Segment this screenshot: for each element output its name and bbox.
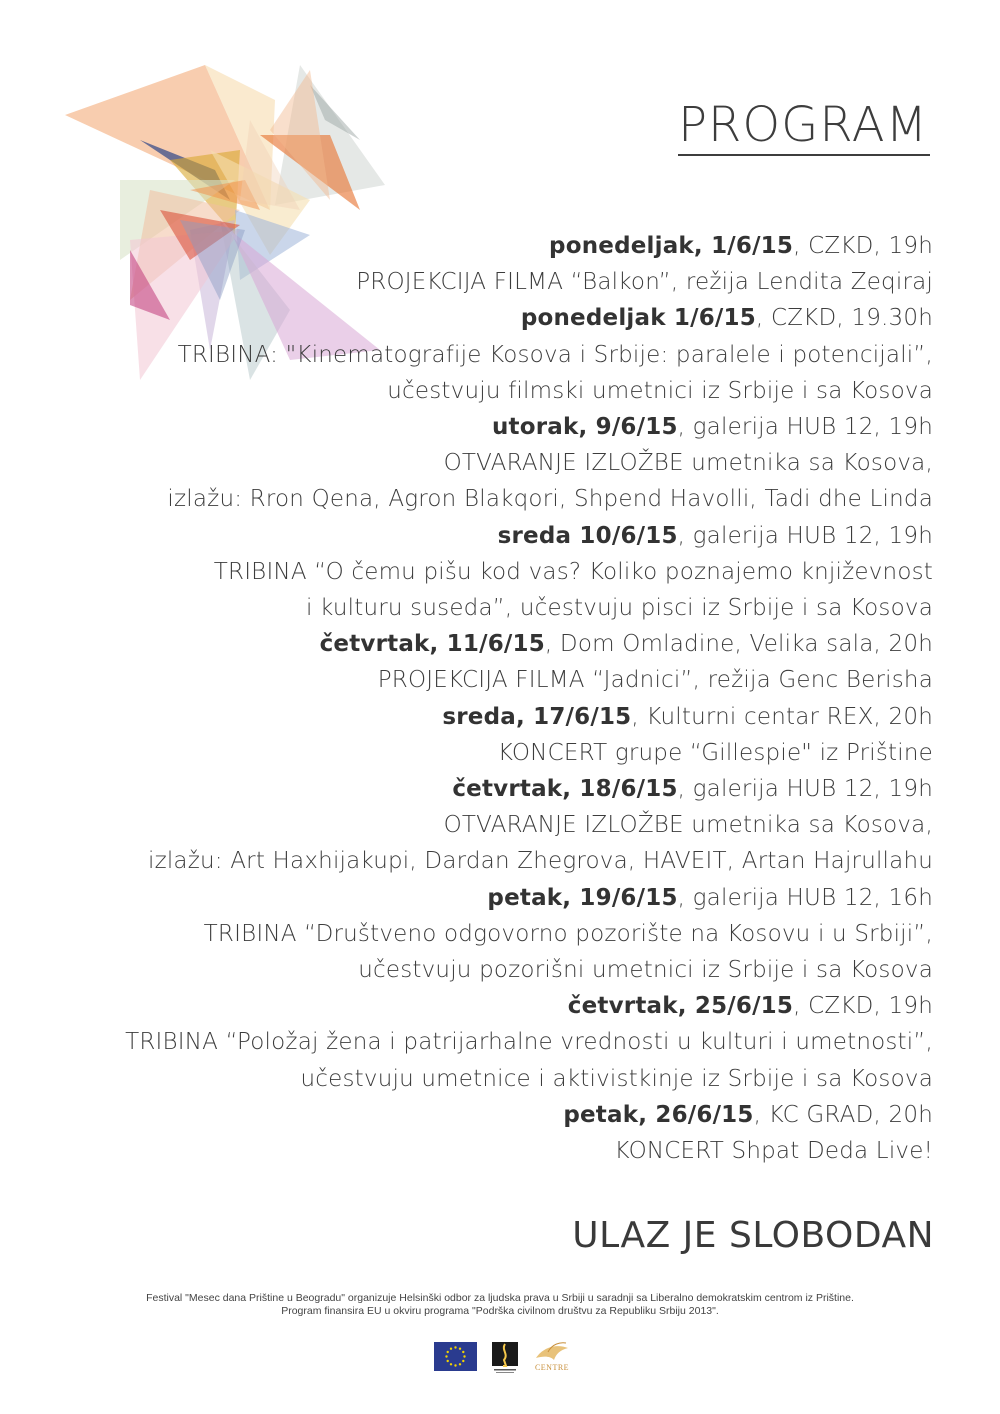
event-date: ponedeljak, 1/6/15 bbox=[549, 233, 794, 259]
liberal-centre-label: CENTRE bbox=[534, 1363, 570, 1372]
eu-star-icon bbox=[459, 1348, 461, 1350]
program-list bbox=[33, 228, 933, 1169]
liberal-democratic-centre-logo bbox=[528, 1340, 576, 1376]
event-venue: , Kulturni centar REX, 20h bbox=[631, 703, 933, 730]
eu-star-icon bbox=[454, 1346, 456, 1348]
eu-flag-logo bbox=[434, 1342, 477, 1371]
event-description: učestvuju filmski umetnici iz Srbije i sa Kosova bbox=[387, 377, 933, 404]
event-venue: , CZKD, 19h bbox=[793, 233, 933, 259]
event-date: utorak, 9/6/15 bbox=[491, 414, 678, 441]
eu-star-icon bbox=[450, 1348, 452, 1350]
event-description: OTVARANJE IZLOŽBE umetnika sa Kosova, bbox=[443, 812, 933, 839]
event-date-line bbox=[33, 518, 933, 554]
eu-star-icon bbox=[459, 1363, 461, 1365]
footer-credits bbox=[0, 1292, 1000, 1318]
event-description: KONCERT grupe “Gillespie" iz Prištine bbox=[497, 739, 933, 766]
eu-star-icon bbox=[445, 1355, 447, 1357]
event-date-line bbox=[33, 771, 933, 807]
eu-star-icon bbox=[463, 1355, 465, 1357]
event-venue: , galerija HUB 12, 19h bbox=[677, 522, 933, 549]
helsinki-committee-logo bbox=[490, 1340, 520, 1374]
event-venue: , KC GRAD, 20h bbox=[753, 1101, 933, 1128]
event-description: TRIBINA “O čemu pišu kod vas? Koliko poznajemo književnost bbox=[213, 558, 933, 585]
event-venue: , CZKD, 19h bbox=[793, 993, 933, 1020]
event-venue: , Dom Omladine, Velika sala, 20h bbox=[544, 631, 933, 658]
event-description: PROJEKCIJA FILMA “Balkon”, režija Lendita Zeqiraj bbox=[356, 269, 933, 296]
event-description: OTVARANJE IZLOŽBE umetnika sa Kosova, bbox=[443, 450, 933, 477]
event-date: četvrtak, 25/6/15 bbox=[567, 993, 794, 1020]
event-date: ponedeljak 1/6/15 bbox=[520, 305, 756, 332]
event-description: izlažu: Art Haxhijakupi, Dardan Zhegrova, HAVEIT, Artan Hajrullahu bbox=[147, 848, 933, 875]
event-date-line bbox=[33, 699, 933, 735]
event-date: četvrtak, 11/6/15 bbox=[319, 631, 545, 658]
eu-star-icon bbox=[450, 1363, 452, 1365]
eu-star-icon bbox=[447, 1360, 449, 1362]
event-venue: , CZKD, 19.30h bbox=[755, 305, 933, 332]
page-title: PROGRAM bbox=[678, 96, 930, 156]
event-date: četvrtak, 18/6/15 bbox=[452, 776, 678, 803]
event-description: TRIBINA “Društveno odgovorno pozorište na Kosovu i u Srbiji”, bbox=[203, 920, 933, 947]
event-venue: , galerija HUB 12, 19h bbox=[677, 414, 933, 441]
event-description: PROJEKCIJA FILMA “Jadnici”, režija Genc Berisha bbox=[377, 667, 933, 694]
footer-line-1: Festival "Mesec dana Prištine u Beogradu" organizuje Helsinški odbor za ljudska prava u Srbiji u saradnji sa Liberalno demokratskim centrom iz Prištine. bbox=[146, 1292, 854, 1304]
event-venue: , galerija HUB 12, 19h bbox=[677, 776, 933, 803]
eu-star-icon bbox=[447, 1351, 449, 1353]
event-description: TRIBINA: "Kinematografije Kosova i Srbije: paralele i potencijali”, bbox=[177, 341, 933, 368]
sponsor-logos bbox=[0, 1340, 1000, 1380]
footer-line-2: Program finansira EU u okviru programa "Podrška civilnom društvu za Republiku Srbiju 2013". bbox=[281, 1305, 719, 1317]
event-date-line bbox=[33, 409, 933, 445]
eu-star-icon bbox=[462, 1351, 464, 1353]
dove-icon bbox=[528, 1340, 576, 1364]
event-venue: , galerija HUB 12, 16h bbox=[677, 884, 933, 911]
event-description: učestvuju umetnice i aktivistkinje iz Srbije i sa Kosova bbox=[300, 1065, 933, 1092]
event-date-line bbox=[33, 228, 933, 264]
event-date: sreda 10/6/15 bbox=[497, 522, 678, 549]
event-description: i kulturu suseda”, učestvuju pisci iz Srbije i sa Kosova bbox=[305, 595, 933, 622]
event-description: izlažu: Rron Qena, Agron Blakqori, Shpend Havolli, Tadi dhe Linda bbox=[167, 486, 933, 513]
event-date-line bbox=[33, 626, 933, 662]
event-description: učestvuju pozorišni umetnici iz Srbije i sa Kosova bbox=[358, 957, 933, 984]
event-date-line bbox=[33, 880, 933, 916]
event-date: sreda, 17/6/15 bbox=[442, 703, 632, 730]
free-entry-note: ULAZ JE SLOBODAN bbox=[572, 1215, 934, 1256]
event-date-line bbox=[33, 1097, 933, 1133]
eu-star-icon bbox=[462, 1360, 464, 1362]
event-description: TRIBINA “Položaj žena i patrijarhalne vrednosti u kulturi i umetnosti”, bbox=[125, 1029, 933, 1056]
event-date-line bbox=[33, 988, 933, 1024]
event-date: petak, 19/6/15 bbox=[487, 884, 678, 911]
event-description: KONCERT Shpat Deda Live! bbox=[614, 1138, 933, 1165]
event-date-line bbox=[33, 300, 933, 336]
eu-star-icon bbox=[454, 1364, 456, 1366]
event-date: petak, 26/6/15 bbox=[563, 1101, 754, 1128]
